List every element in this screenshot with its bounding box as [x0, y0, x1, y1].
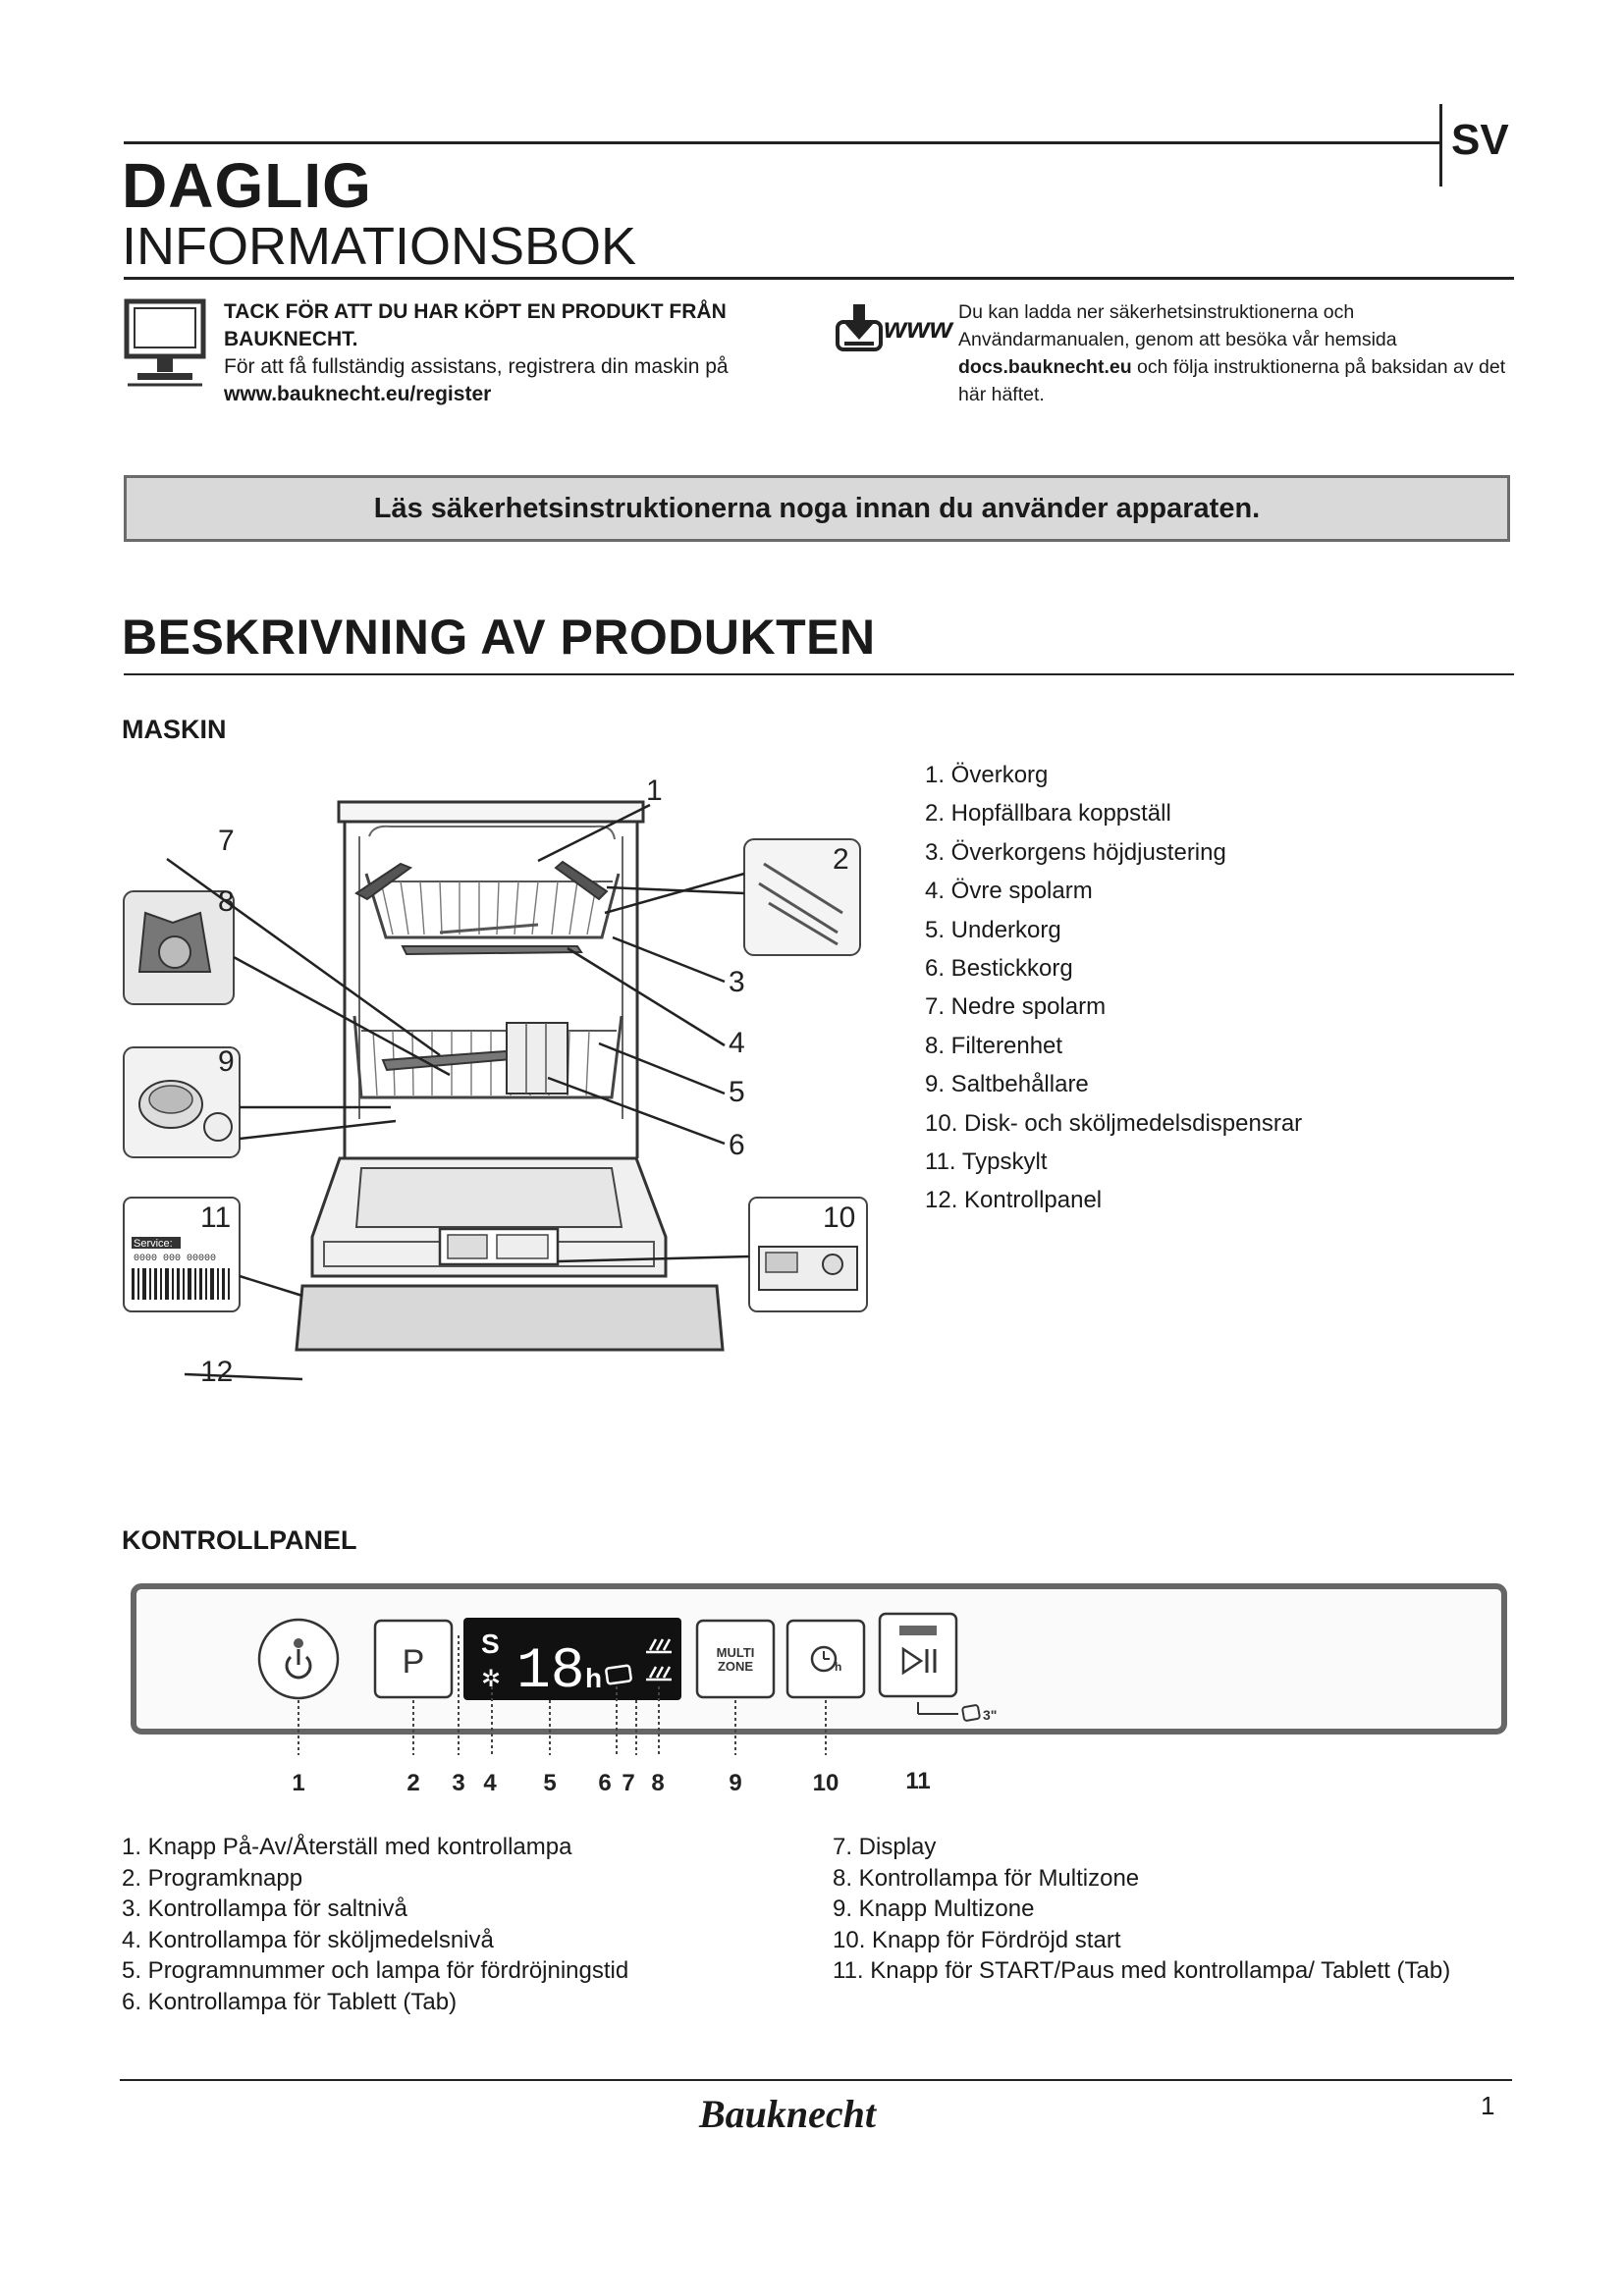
- diagram-number: 8: [218, 885, 235, 918]
- brand-logo: [699, 2091, 876, 2137]
- machine-subtitle: MASKIN: [122, 715, 227, 744]
- diagram-number: 10: [823, 1201, 856, 1234]
- rinse-aid-indicator-icon: ✲: [481, 1665, 502, 1692]
- svg-text:h: h: [835, 1660, 842, 1674]
- list-item: 1. Överkorg: [925, 762, 1049, 788]
- list-item: 8. Filterenhet: [925, 1032, 1063, 1059]
- diagram-number: 7: [218, 825, 235, 857]
- list-item: 1. Knapp På-Av/Återställ med kontrollampa: [122, 1834, 572, 1860]
- list-item: 6. Bestickkorg: [925, 955, 1073, 983]
- diagram-number: 4: [729, 1027, 745, 1059]
- list-item: 9. Saltbehållare: [925, 1071, 1089, 1098]
- program-button[interactable]: [375, 1621, 452, 1697]
- intro-thanks-text: TACK FÖR ATT DU HAR KÖPT EN PRODUKT FRÅN BAUKNECHT.: [224, 300, 727, 350]
- panel-callout: 11: [905, 1768, 931, 1794]
- panel-callout: 2: [406, 1770, 420, 1796]
- delay-start-button[interactable]: [787, 1621, 864, 1697]
- list-item: 10. Knapp för Fördröjd start: [833, 1926, 1121, 1953]
- intro-register-text: För att få fullständig assistans, registrera din maskin på: [224, 355, 729, 378]
- list-item: 2. Programknapp: [122, 1864, 303, 1892]
- intro-register-link[interactable]: www.bauknecht.eu/register: [224, 383, 492, 405]
- salt-indicator-icon: S: [481, 1629, 500, 1659]
- diagram-number: 1: [646, 774, 663, 807]
- intro-right-block: [958, 298, 1518, 408]
- control-panel-subtitle: KONTROLLPANEL: [122, 1525, 357, 1555]
- diagram-number: 9: [218, 1045, 235, 1078]
- section-title: BESKRIVNING AV PRODUKTEN: [122, 610, 876, 665]
- diagram-number: 12: [200, 1356, 234, 1388]
- safety-banner: [124, 475, 1510, 542]
- panel-callout: 3: [452, 1770, 465, 1796]
- diagram-number: 2: [833, 843, 849, 876]
- list-item: 7. Nedre spolarm: [925, 993, 1107, 1021]
- rating-plate-code: 0000 000 00000: [134, 1254, 217, 1264]
- list-item: 12. Kontrollpanel: [925, 1187, 1103, 1214]
- footer-rule: [120, 2079, 1512, 2081]
- monitor-icon: [124, 298, 206, 394]
- page-title: DAGLIG: [122, 150, 372, 221]
- machine-parts-list: [925, 756, 1302, 1220]
- display-hours: h: [585, 1663, 603, 1693]
- panel-callout: 7: [622, 1770, 635, 1796]
- display-digits: 18: [516, 1640, 585, 1704]
- safety-banner-text: Läs säkerhetsinstruktionerna noga innan du använder apparaten.: [373, 492, 1261, 524]
- list-item: 11. Knapp för START/Paus med kontrollampa/ Tablett (Tab): [833, 1957, 1451, 1984]
- intro-left-block: [224, 298, 793, 408]
- list-item: 3. Kontrollampa för saltnivå: [122, 1896, 407, 1922]
- list-item: 5. Programnummer och lampa för fördröjningstid: [122, 1957, 629, 1984]
- www-label: www: [884, 312, 953, 345]
- list-item: 10. Disk- och sköljmedelsdispensrar: [925, 1109, 1303, 1137]
- list-item: 9. Knapp Multizone: [833, 1896, 1035, 1922]
- rating-plate-label: Service:: [134, 1238, 173, 1250]
- diagram-number: 6: [729, 1129, 745, 1161]
- panel-items-right: [833, 1832, 1450, 1987]
- brand-logo-text: Bauknecht: [699, 2092, 877, 2136]
- control-panel-svg: [124, 1576, 1518, 1812]
- multizone-label-line1: MULTI: [716, 1645, 755, 1660]
- list-item: 3. Överkorgens höjdjustering: [925, 838, 1226, 866]
- panel-callout: 9: [729, 1770, 742, 1796]
- list-item: 8. Kontrollampa för Multizone: [833, 1864, 1140, 1892]
- download-icon: [835, 302, 884, 358]
- control-panel-diagram: [124, 1576, 1518, 1817]
- panel-callout: 1: [292, 1770, 305, 1796]
- section-rule: [124, 673, 1514, 675]
- diagram-number: 5: [729, 1076, 745, 1108]
- start-pause-button[interactable]: [880, 1614, 956, 1696]
- header-rule-bottom: [124, 277, 1514, 280]
- multizone-label-line2: ZONE: [717, 1659, 754, 1674]
- page-number: 1: [1481, 2091, 1495, 2120]
- list-item: 4. Kontrollampa för sköljmedelsnivå: [122, 1926, 494, 1953]
- diagram-number: 3: [729, 966, 745, 998]
- language-code: SV: [1451, 116, 1509, 164]
- intro-docs-link[interactable]: docs.bauknecht.eu: [958, 356, 1132, 378]
- list-item: 5. Underkorg: [925, 916, 1061, 943]
- list-item: 4. Övre spolarm: [925, 878, 1093, 905]
- start-indicator-lamp: [899, 1626, 937, 1635]
- list-item: 2. Hopfällbara koppställ: [925, 800, 1171, 828]
- diagram-number: 11: [200, 1201, 232, 1234]
- page-subtitle: INFORMATIONSBOK: [122, 217, 637, 276]
- panel-callout: 5: [543, 1770, 557, 1796]
- multizone-button[interactable]: [697, 1621, 774, 1697]
- panel-callout: 8: [651, 1770, 665, 1796]
- dishwasher-diagram: [116, 766, 882, 1409]
- dishwasher-diagram-svg: [116, 766, 882, 1404]
- list-item: 6. Kontrollampa för Tablett (Tab): [122, 1988, 458, 2015]
- panel-callout: 10: [812, 1770, 839, 1796]
- list-item: 11. Typskylt: [925, 1148, 1048, 1176]
- display: [463, 1618, 681, 1704]
- hold-time-note: 3": [983, 1707, 998, 1723]
- language-divider: [1439, 104, 1442, 187]
- intro-download-text: Du kan ladda ner säkerhetsinstruktionerna och Användarmanualen, genom att besöka vår hemsida: [958, 301, 1397, 350]
- panel-items-left: [122, 1832, 628, 2017]
- power-button[interactable]: [259, 1620, 338, 1698]
- program-button-label: P: [402, 1643, 425, 1681]
- panel-callout: 4: [483, 1770, 497, 1796]
- intro-follow-text: och följa instruktionerna på baksidan av det här häftet.: [958, 356, 1506, 405]
- header-rule-top: [124, 141, 1439, 144]
- panel-callout: 6: [598, 1770, 612, 1796]
- list-item: 7. Display: [833, 1834, 937, 1860]
